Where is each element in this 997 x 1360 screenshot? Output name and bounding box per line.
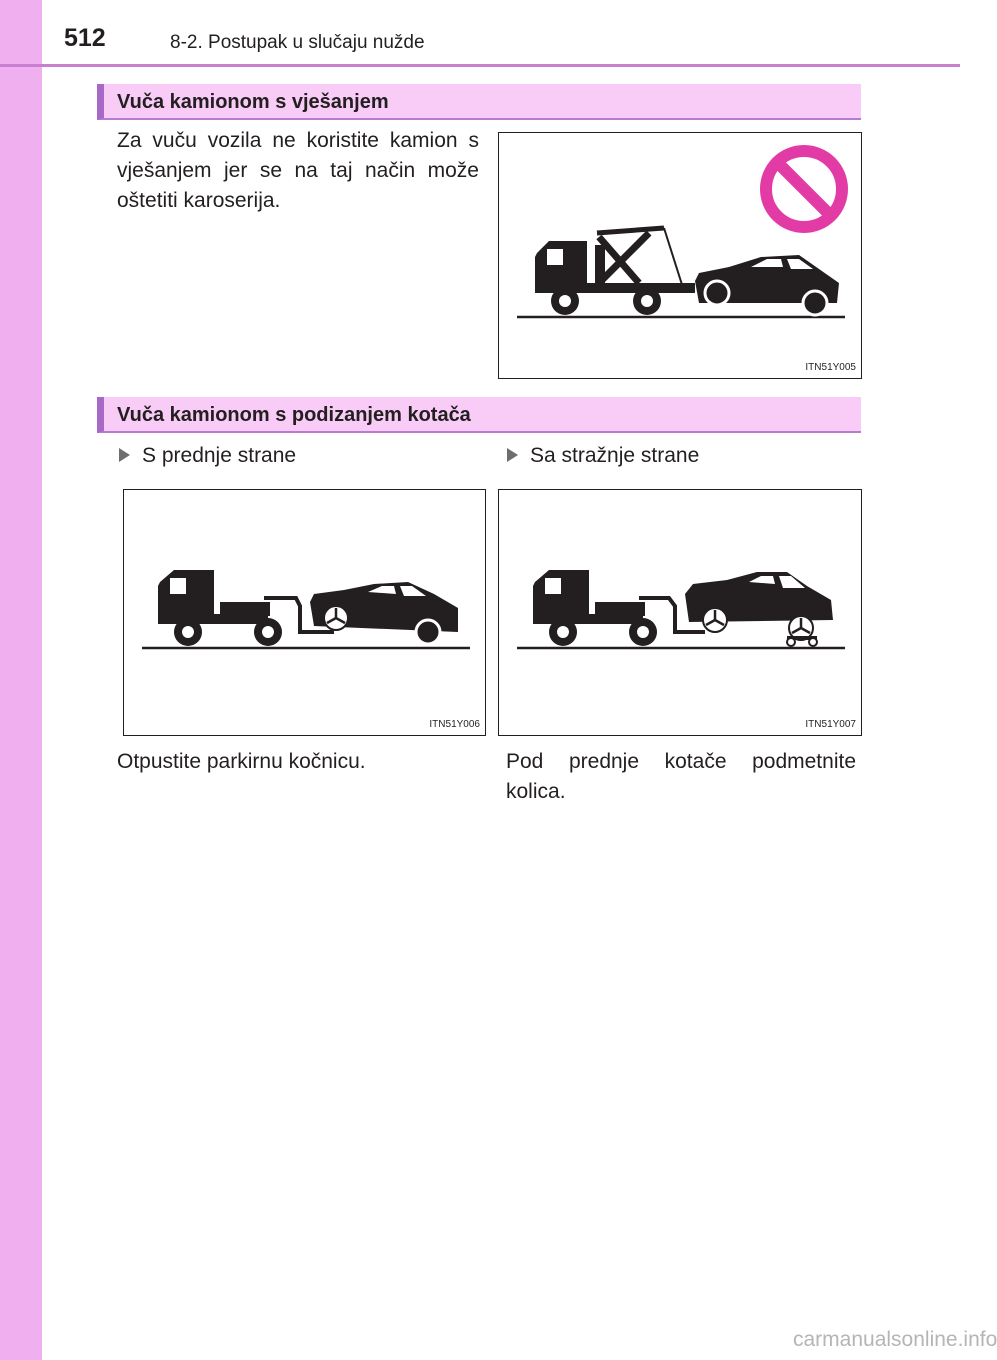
front-lift-caption: Otpustite parkirnu kočnicu.	[117, 750, 366, 773]
page-number: 512	[64, 24, 106, 52]
section-heading-text: Vuča kamionom s vješanjem	[117, 91, 389, 113]
section-breadcrumb: 8-2. Postupak u slučaju nužde	[170, 32, 425, 53]
section-heading-text: Vuča kamionom s podizanjem kotača	[117, 404, 471, 426]
section-heading-sling-truck	[97, 84, 861, 120]
wheel-lift-illustration	[124, 490, 487, 737]
bullet-triangle-icon	[119, 448, 130, 462]
figure-code: ITN51Y005	[805, 362, 856, 373]
bullet-label: S prednje strane	[142, 444, 297, 467]
dolly-illustration	[499, 490, 863, 737]
watermark: carmanualsonline.info	[793, 1328, 997, 1351]
bullet-triangle-icon	[507, 448, 518, 462]
figure-sling-truck	[498, 132, 862, 379]
rear-lift-caption: Pod prednje kotače podmetnite kolica.	[506, 750, 856, 803]
bullet-front	[119, 444, 296, 468]
section-heading-wheel-lift-truck	[97, 397, 861, 433]
bullet-rear	[507, 444, 699, 468]
figure-front-lift	[123, 489, 486, 736]
figure-rear-lift	[498, 489, 862, 736]
sling-truck-warning-text: Za vuču vozila ne koristite kamion s vješanjem jer se na taj način može oštetiti karoserija.	[117, 129, 479, 212]
figure-code: ITN51Y006	[429, 719, 480, 730]
header-rule	[0, 64, 960, 67]
side-accent-strip	[0, 0, 42, 1360]
tow-truck-illustration	[499, 133, 863, 380]
figure-code: ITN51Y007	[805, 719, 856, 730]
prohibition-icon	[766, 151, 842, 227]
bullet-label: Sa stražnje strane	[530, 444, 700, 467]
